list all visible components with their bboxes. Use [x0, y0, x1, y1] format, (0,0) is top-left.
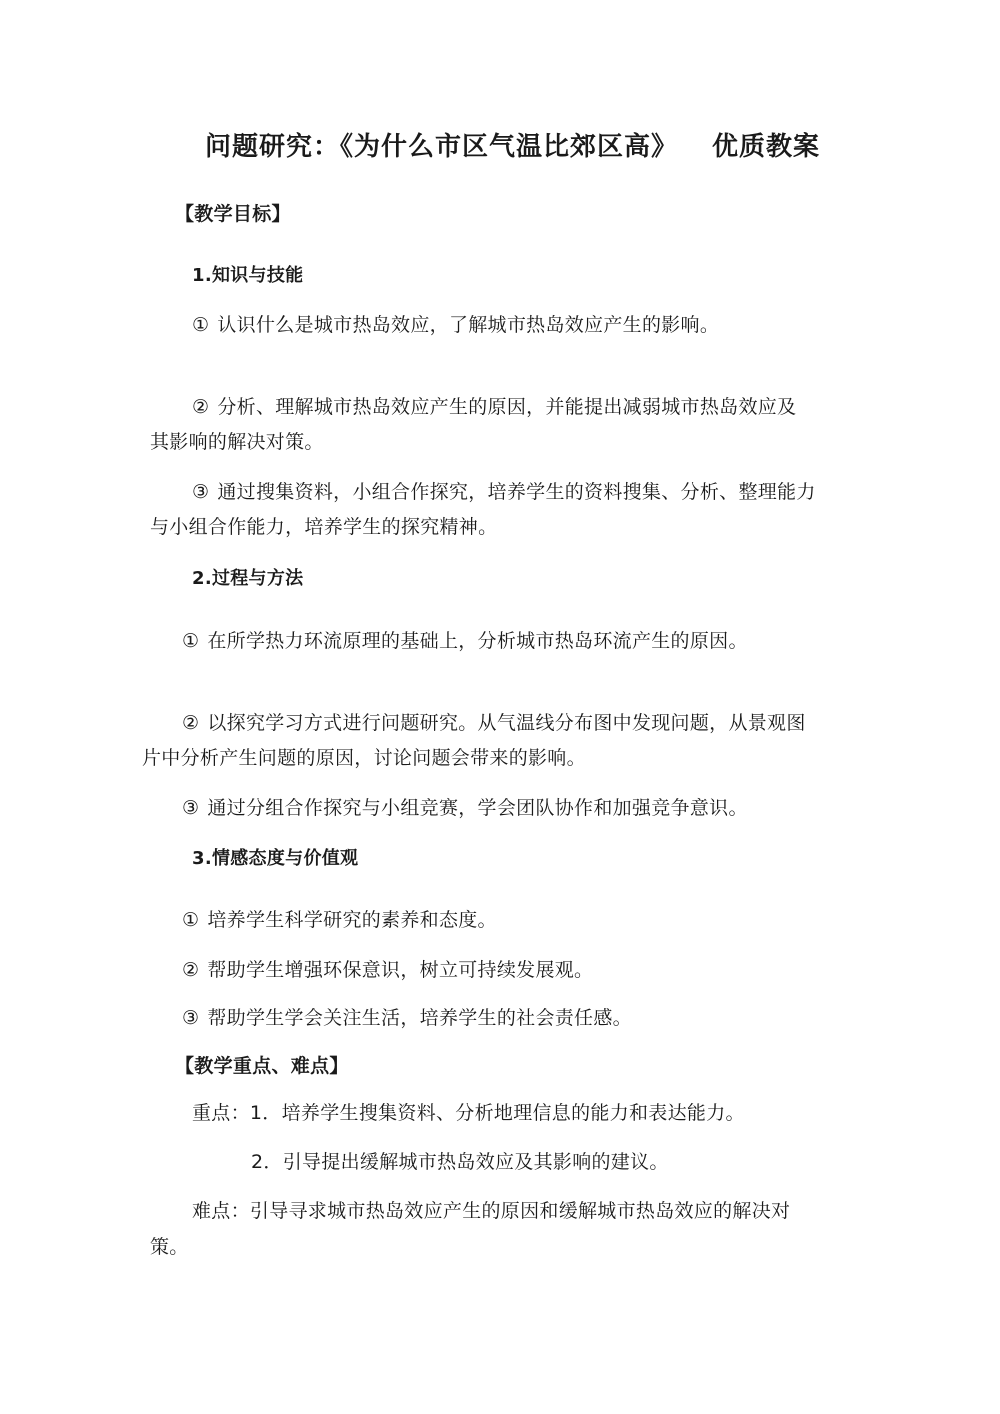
item-text: 通过分组合作探究与小组竞赛，学会团队协作和加强竞争意识。: [207, 797, 748, 819]
item-marker: ②: [182, 959, 200, 981]
difficult-label: 难点：: [192, 1200, 250, 1222]
item-text: 认识什么是城市热岛效应，了解城市热岛效应产生的影响。: [217, 314, 720, 336]
objective-item: [192, 480, 816, 504]
keypoint-text: 1．培养学生搜集资料、分析地理信息的能力和表达能力。: [249, 1102, 745, 1124]
objective-item: [182, 711, 806, 735]
item-marker: ③: [192, 481, 210, 503]
difficult-text: 引导寻求城市热岛效应产生的原因和缓解城市热岛效应的解决对: [249, 1200, 791, 1222]
objective-item: [192, 395, 796, 419]
item-marker: ③: [182, 1007, 200, 1029]
objective-item: [182, 958, 593, 982]
item-text: 以探究学习方式进行问题研究。从气温线分布图中发现问题，从景观图: [207, 712, 806, 734]
item-marker: ①: [182, 630, 200, 652]
item-text: 在所学热力环流原理的基础上，分析城市热岛环流产生的原因。: [207, 630, 748, 652]
objective-item: [182, 908, 497, 932]
item-text: 分析、理解城市热岛效应产生的原因，并能提出减弱城市热岛效应及: [217, 396, 797, 418]
subsection-heading-process: 2.过程与方法: [192, 568, 304, 589]
objective-item-continuation: 其影响的解决对策。: [150, 431, 324, 453]
objective-item-continuation: 片中分析产生问题的原因，讨论问题会带来的影响。: [142, 747, 586, 769]
section-heading-objectives: 【教学目标】: [175, 203, 291, 225]
item-marker: ①: [182, 909, 200, 931]
item-marker: ②: [182, 712, 200, 734]
subsection-heading-knowledge: 1.知识与技能: [192, 265, 304, 286]
objective-item-continuation: 与小组合作能力，培养学生的探究精神。: [150, 516, 498, 538]
item-marker: ②: [192, 396, 210, 418]
section-heading-keypoints: 【教学重点、难点】: [175, 1055, 349, 1077]
item-marker: ①: [192, 314, 210, 336]
objective-item: [182, 629, 748, 653]
title-main: 问题研究：《为什么市区气温比郊区高》: [205, 132, 679, 162]
objective-item: [182, 796, 748, 820]
item-text: 帮助学生学会关注生活，培养学生的社会责任感。: [207, 1007, 632, 1029]
subsection-heading-values: 3.情感态度与价值观: [192, 848, 359, 869]
objective-item: [182, 1006, 632, 1030]
keypoint-label: 重点：: [192, 1102, 250, 1124]
objective-item: [192, 313, 719, 337]
item-text: 培养学生科学研究的素养和态度。: [207, 909, 497, 931]
keypoint-item: [192, 1101, 745, 1125]
document-title: [205, 130, 820, 164]
difficult-point-continuation: 策。: [150, 1236, 189, 1258]
item-text: 帮助学生增强环保意识，树立可持续发展观。: [207, 959, 594, 981]
item-text: 通过搜集资料，小组合作探究，培养学生的资料搜集、分析、整理能力: [217, 481, 816, 503]
title-suffix: 优质教案: [712, 132, 821, 162]
keypoint-item: 2．引导提出缓解城市热岛效应及其影响的建议。: [251, 1151, 669, 1173]
item-marker: ③: [182, 797, 200, 819]
difficult-point-item: [192, 1199, 790, 1223]
